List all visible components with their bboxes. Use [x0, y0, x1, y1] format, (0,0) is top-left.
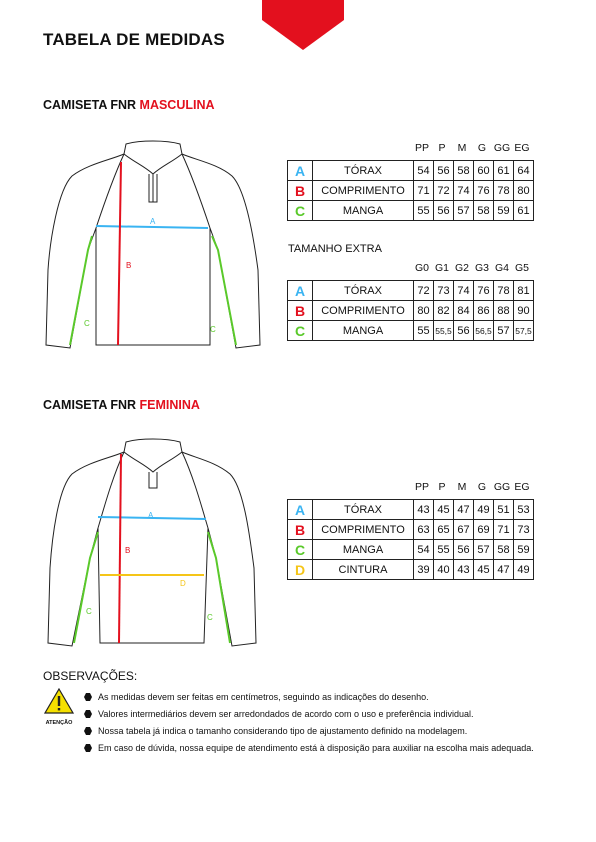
hexagon-bullet-icon — [84, 744, 92, 752]
hexagon-bullet-icon — [84, 693, 92, 701]
female-label-c-right: C — [207, 613, 213, 622]
female-section-title — [43, 398, 200, 412]
hexagon-bullet-icon — [84, 710, 92, 718]
extra-size-table — [287, 280, 534, 341]
male-title-highlight: MASCULINA — [139, 98, 215, 112]
warning-triangle-icon — [44, 688, 74, 714]
observations-title: OBSERVAÇÕES: — [43, 669, 138, 683]
table-row: A TÓRAX 43 45 47 49 51 53 — [288, 500, 534, 520]
female-shirt-diagram — [40, 438, 270, 660]
male-section-title — [43, 98, 215, 112]
male-label-c-left: C — [84, 319, 90, 328]
female-label-b: B — [125, 546, 131, 555]
page-title: TABELA DE MEDIDAS — [43, 30, 225, 49]
table-row: D CINTURA 39 40 43 45 47 49 — [288, 560, 534, 580]
list-item: Valores intermediários devem ser arredondados de acordo com o uso e preferência individual. — [82, 706, 542, 723]
table-row: A TÓRAX 72 73 74 76 78 81 — [288, 281, 534, 301]
table-row: B COMPRIMENTO 63 65 67 69 71 73 — [288, 520, 534, 540]
warning-block — [41, 688, 77, 726]
list-item: Nossa tabela já indica o tamanho considerando tipo de ajustamento definido na modelagem. — [82, 723, 542, 740]
warning-label: ATENÇÃO — [45, 720, 73, 726]
observations-list — [82, 689, 542, 757]
female-title-prefix: CAMISETA FNR — [43, 398, 140, 412]
table-row: C MANGA 54 55 56 57 58 59 — [288, 540, 534, 560]
female-label-a: A — [148, 511, 154, 520]
female-label-c-left: C — [86, 607, 92, 616]
female-label-d: D — [180, 579, 186, 588]
list-item: As medidas devem ser feitas em centímetros, seguindo as indicações do desenho. — [82, 689, 542, 706]
extra-size-header: G0 G1 G2 G3 G4 G5 — [414, 262, 529, 274]
female-size-table — [287, 499, 534, 580]
hexagon-bullet-icon — [84, 727, 92, 735]
female-title-highlight: FEMININA — [139, 398, 200, 412]
table-row: B COMPRIMENTO 80 82 84 86 88 90 — [288, 301, 534, 321]
male-title-prefix: CAMISETA FNR — [43, 98, 140, 112]
male-label-a: A — [150, 217, 156, 226]
male-label-c-right: C — [210, 325, 216, 334]
male-size-header: PP P M G GG EG — [414, 142, 530, 154]
table-row: C MANGA 55 55,5 56 56,5 57 57,5 — [288, 321, 534, 341]
table-row: A TÓRAX 54 56 58 60 61 64 — [288, 161, 534, 181]
male-shirt-diagram — [40, 140, 270, 360]
male-label-b: B — [126, 261, 132, 270]
table-row: C MANGA 55 56 57 58 59 61 — [288, 201, 534, 221]
male-size-table — [287, 160, 534, 221]
top-red-tab — [262, 0, 344, 50]
table-row: B COMPRIMENTO 71 72 74 76 78 80 — [288, 181, 534, 201]
female-size-header: PP P M G GG EG — [414, 481, 530, 493]
list-item: Em caso de dúvida, nossa equipe de atendimento está à disposição para auxiliar na escolha mais adequada. — [82, 740, 542, 757]
extra-size-title: TAMANHO EXTRA — [288, 243, 382, 255]
